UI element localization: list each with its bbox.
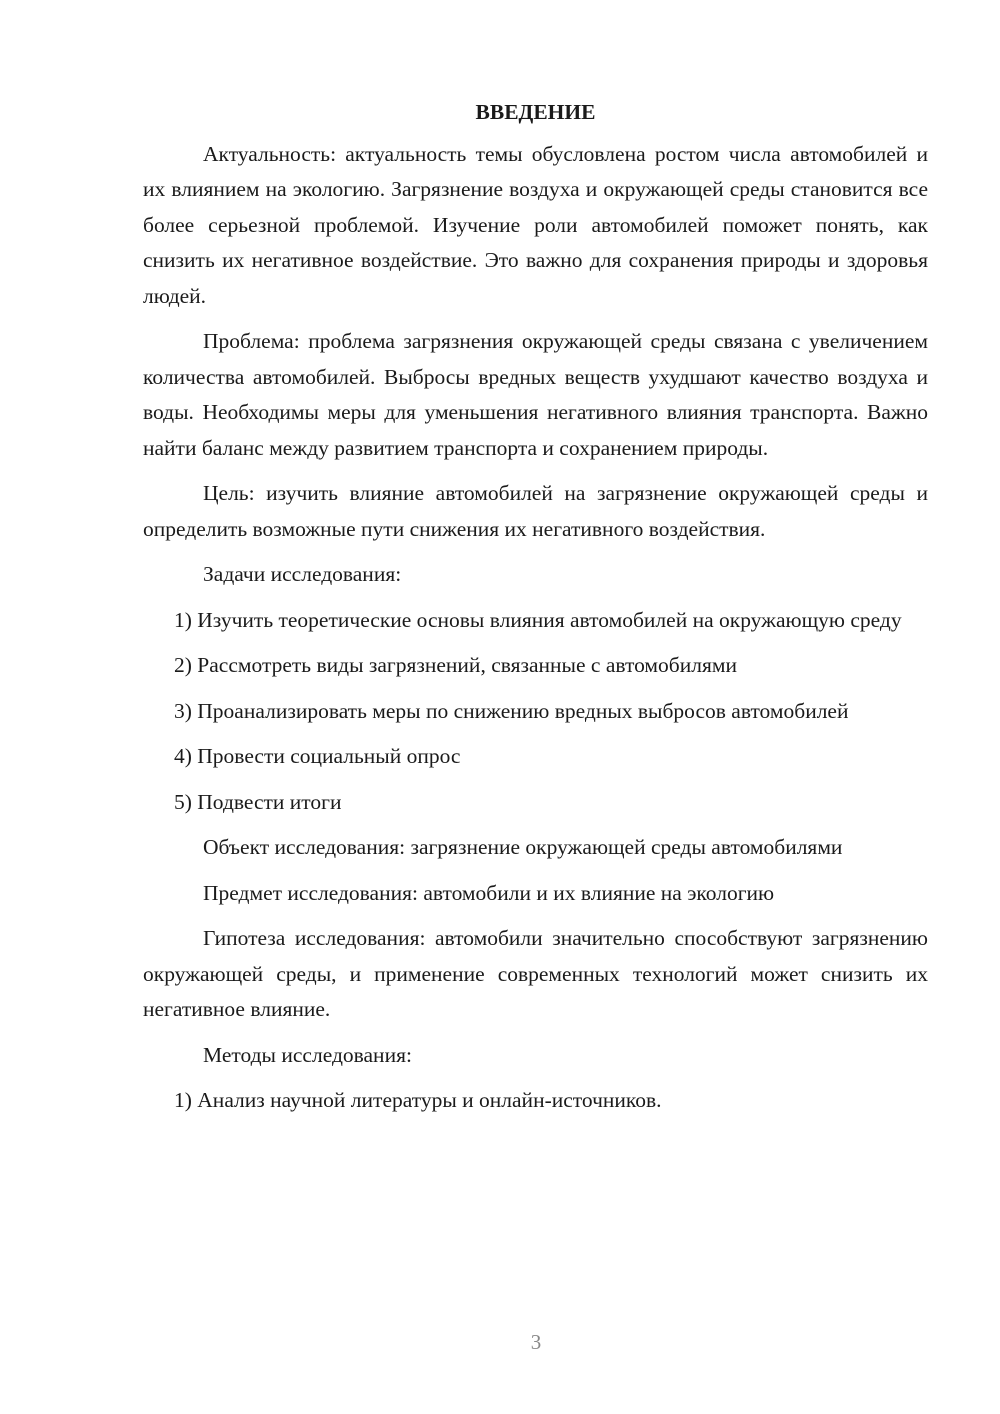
task-item-2: 2) Рассмотреть виды загрязнений, связанные с автомобилями <box>174 653 737 677</box>
methods-title: Методы исследования: <box>203 1042 412 1067</box>
page-number: 3 <box>530 1330 542 1354</box>
task-item-4: 4) Провести социальный опрос <box>174 744 461 768</box>
hypothesis-paragraph: Гипотеза исследования: автомобили значительно способствуют загрязнению окружающей среды, и применение современных технологий может снизить их негативное влияние. <box>143 926 928 1021</box>
subject-paragraph: Предмет исследования: автомобили и их влияние на экологию <box>203 880 775 905</box>
document-body <box>143 95 928 1119</box>
relevance-paragraph: Актуальность: актуальность темы обусловлена ростом числа автомобилей и их влиянием на экологию. Загрязнение воздуха и окружающей среды становится все более серьезной проблемой. Изучение роли автомобилей поможет понять, как снизить их негативное воздействие. Это важно для сохранения природы и здоровья людей. <box>143 141 928 308</box>
object-paragraph: Объект исследования: загрязнение окружающей среды автомобилями <box>203 835 843 859</box>
task-item-1: 1) Изучить теоретические основы влияния автомобилей на окружающую среду <box>174 607 902 632</box>
method-item-1: 1) Анализ научной литературы и онлайн-источников. <box>174 1088 662 1112</box>
page-title: ВВЕДЕНИЕ <box>475 100 596 124</box>
problem-paragraph: Проблема: проблема загрязнения окружающей среды связана с увеличением количества автомобилей. Выбросы вредных веществ ухудшают качество воздуха и воды. Необходимы меры для уменьшения негативного влияния транспорта. Важно найти баланс между развитием транспорта и сохранением природы. <box>143 329 928 460</box>
tasks-title: Задачи исследования: <box>203 562 402 586</box>
task-item-3: 3) Проанализировать меры по снижению вредных выбросов автомобилей <box>174 698 849 723</box>
goal-paragraph: Цель: изучить влияние автомобилей на загрязнение окружающей среды и определить возможные пути снижения их негативного воздействия. <box>143 481 928 541</box>
task-item-5: 5) Подвести итоги <box>174 789 342 814</box>
